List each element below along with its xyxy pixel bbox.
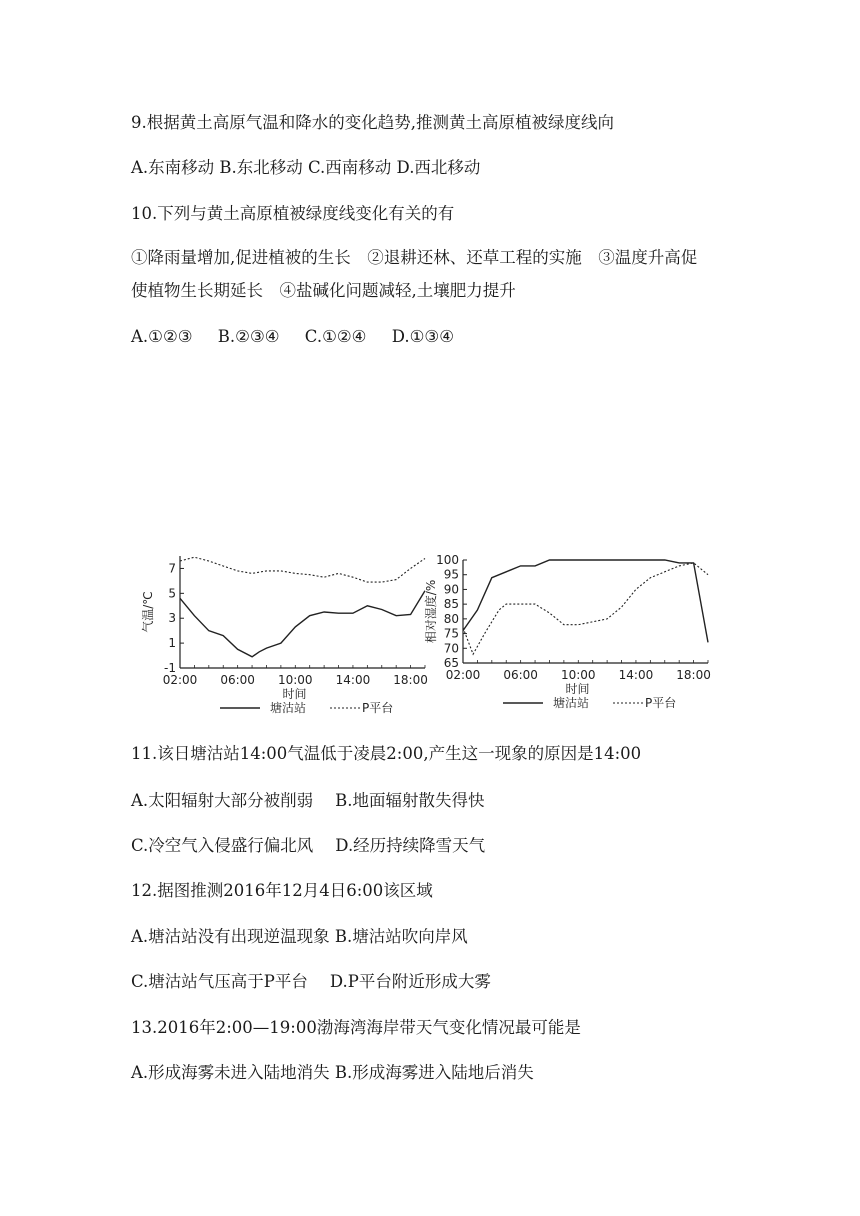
passage-line (131, 482, 731, 519)
option-c: C.塘沽站气压高于P平台 (131, 972, 308, 991)
x-axis-label: 时间 (565, 682, 590, 696)
question-13-stem: 13.2016年2:00—19:00渤海湾海岸带天气变化情况最可能是 (131, 1018, 581, 1037)
passage-line (131, 408, 731, 445)
y-tick-label: 70 (443, 641, 459, 656)
humidity-chart (420, 548, 720, 723)
passage-line (131, 371, 731, 408)
option-a: A.太阳辐射大部分被削弱 (131, 791, 314, 810)
question-11-options-row-1 (131, 790, 485, 812)
question-13-options: A.形成海雾未进入陆地消失 B.形成海雾进入陆地后消失 (131, 1063, 534, 1082)
y-axis-label: 相对湿度/% (424, 579, 438, 644)
y-tick-label: 80 (443, 611, 459, 626)
series-line-p-platform (463, 563, 708, 654)
x-tick-label: 02:00 (162, 673, 198, 687)
option-d: D.经历持续降雪天气 (335, 836, 486, 855)
legend-label: P平台 (645, 696, 677, 710)
question-10-options (131, 326, 474, 348)
x-tick-label: 10:00 (277, 673, 313, 687)
y-tick-label: 7 (168, 561, 176, 576)
option-c: C.冷空气入侵盛行偏北风 (131, 836, 314, 855)
passage (131, 371, 731, 556)
x-tick-label: 10:00 (560, 668, 596, 682)
series-line-tanggu (463, 560, 708, 642)
series-line-p-platform (180, 557, 425, 582)
option-c: C.①②④ (304, 327, 367, 346)
legend-label: 塘沽站 (553, 696, 590, 710)
x-tick-label: 14:00 (618, 668, 654, 682)
y-tick-label: -1 (164, 661, 176, 675)
y-tick-label: 85 (443, 597, 459, 612)
y-axis-label: 气温/℃ (141, 591, 155, 633)
question-9-stem: 9.根据黄土高原气温和降水的变化趋势,推测黄土高原植被绿度线向 (131, 113, 614, 132)
series-line-tanggu (180, 591, 425, 657)
legend-label: 塘沽站 (270, 701, 307, 715)
x-tick-label: 02:00 (445, 668, 481, 682)
x-tick-label: 18:00 (393, 673, 428, 687)
x-tick-label: 14:00 (335, 673, 371, 687)
question-10-stem: 10.下列与黄土高原植被绿度线变化有关的有 (131, 204, 455, 223)
option-a: A.①②③ (131, 327, 193, 346)
option-d: D.P平台附近形成大雾 (329, 972, 491, 991)
y-tick-label: 100 (436, 553, 459, 567)
y-tick-label: 95 (443, 567, 459, 582)
option-d: D.①③④ (391, 327, 454, 346)
y-tick-label: 1 (168, 636, 176, 651)
legend-label: P平台 (362, 701, 394, 715)
x-axis-label: 时间 (282, 687, 307, 701)
option-b: B.②③④ (217, 327, 280, 346)
question-11-options-row-2 (131, 835, 485, 857)
y-tick-label: 90 (443, 582, 459, 597)
x-tick-label: 06:00 (220, 673, 255, 687)
option-b: B.地面辐射散失得快 (335, 791, 485, 810)
x-tick-label: 18:00 (676, 668, 711, 682)
y-tick-label: 65 (443, 656, 459, 670)
temperature-chart (140, 548, 440, 723)
question-9-options: A.东南移动 B.东北移动 C.西南移动 D.西北移动 (131, 158, 481, 177)
x-tick-label: 06:00 (503, 668, 538, 682)
question-10-items-line-2: 使植物生长期延长 ④盐碱化问题减轻,土壤肥力提升 (131, 281, 516, 300)
passage-line (131, 445, 731, 482)
question-12-stem: 12.据图推测2016年12月4日6:00该区域 (131, 881, 433, 900)
question-12-options-row-1: A.塘沽站没有出现逆温现象 B.塘沽站吹向岸风 (131, 927, 468, 946)
y-tick-label: 75 (443, 626, 459, 641)
question-12-options-row-2 (131, 971, 491, 993)
y-tick-label: 3 (168, 611, 176, 626)
question-11-stem: 11.该日塘沽站14:00气温低于凌晨2:00,产生这一现象的原因是14:00 (131, 744, 642, 763)
question-10-items-line-1: ①降雨量增加,促进植被的生长 ②退耕还林、还草工程的实施 ③温度升高促 (131, 248, 698, 267)
y-tick-label: 5 (168, 586, 176, 601)
